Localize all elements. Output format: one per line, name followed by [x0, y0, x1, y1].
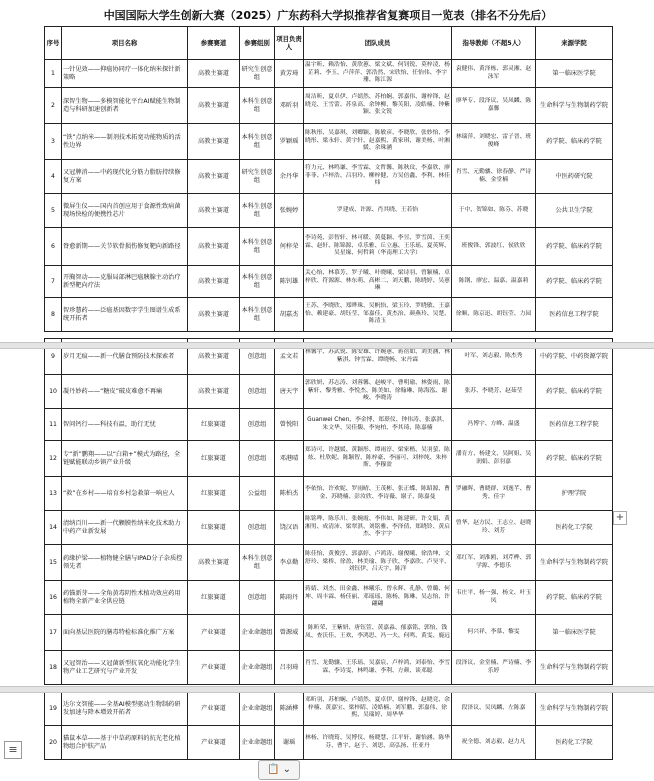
- project-name-cell: 又冠智治——又冠菌新型抗氧化功能化学生物产业工艺研究与产业开发: [62, 651, 188, 685]
- team-members-cell: 邓昕羽、苏柏娴、卢婧然、夏卓伊、谢梓锋、赵晓竞、余梓楠、黄嘉宝、梁梓睛、凌皓楠、刘军鹏、郭嘉伟、徐熙、吴瑞婷、周华华: [304, 692, 452, 726]
- leader-cell: 黄芳琦: [275, 60, 304, 88]
- add-row-icon[interactable]: +: [613, 511, 627, 525]
- table-row: [45, 726, 613, 760]
- table-row: [45, 692, 613, 726]
- header-cell: 指导教师（不超5人）: [452, 27, 536, 60]
- advisors-cell: 陈钢、廖宏、温嘉、温嘉莉: [452, 266, 536, 298]
- team-members-cell: 肖雪、龙勤骧、王乐瑶、吴嘉宸、卢梓鸿、刘泰怡、李雪霖、李诗雯、林鸣谦、李利、方颜、谈邓聪: [304, 651, 452, 685]
- college-cell: 生命科学与生物制药学院: [536, 651, 613, 685]
- table-row: [45, 511, 613, 545]
- group-cell: 创意组: [240, 511, 275, 545]
- header-cell: 项目负责人: [275, 27, 304, 60]
- row-number-cell: 20: [45, 726, 62, 760]
- track-cell: 产业赛道: [188, 651, 240, 685]
- leader-cell: 孟文若: [275, 339, 304, 375]
- track-cell: 高教主赛道: [188, 228, 240, 266]
- group-cell: 创意组: [240, 375, 275, 409]
- row-number-cell: 5: [45, 194, 62, 228]
- project-name-cell: 脊愈新期——关节软骨损伤修复靶向新路径: [62, 228, 188, 266]
- track-cell: 产业赛道: [188, 692, 240, 726]
- header-cell: 序号: [45, 27, 62, 60]
- table-row: [45, 298, 613, 332]
- table-row: [45, 60, 613, 88]
- advisors-cell: 邓红军、刘淮鸥、刘芹桦、郭学源、李德乐: [452, 545, 536, 581]
- advisors-cell: 段泽议、吴凤麟、左陈嘉: [452, 692, 536, 726]
- college-cell: 生命科学与生物制药学院: [536, 545, 613, 581]
- advisors-cell: 廖华专、段泽议、吴凤麟、陈嘉馨: [452, 88, 536, 124]
- project-name-cell: 智问钙行——科技有温，助行无忧: [62, 409, 188, 441]
- team-members-cell: 郑诗可、许越媛、黄颖彤、谭雨淳、梁家楷、吴羽萤、陈炫、杜欣妮、陈颖智、陈梓豪、李丽可、刘梓纯、朱梓斯、李穆盈: [304, 441, 452, 477]
- row-number-cell: 16: [45, 581, 62, 615]
- leader-cell: 饶汉语: [275, 511, 304, 545]
- leader-cell: 吕羽琦: [275, 651, 304, 685]
- row-number-cell: 7: [45, 266, 62, 298]
- paste-options-button[interactable]: 📋 ⌄: [258, 760, 300, 780]
- advisors-cell: 徐顺、陈京迅、胡钰莹、力园: [452, 298, 536, 332]
- track-cell: 高教主赛道: [188, 194, 240, 228]
- page-break: [0, 342, 654, 349]
- group-cell: 企业命题组: [240, 692, 275, 726]
- group-cell: 本科生创意组: [240, 266, 275, 298]
- header-cell: 团队成员: [304, 27, 452, 60]
- table-row: [45, 194, 613, 228]
- advisors-cell: 袁健伟、黄泽栋、郭灵湘、赵泳军: [452, 60, 536, 88]
- group-cell: 创意组: [240, 339, 275, 375]
- college-cell: 医药信息工程学院: [536, 298, 613, 332]
- project-name-cell: 又冠脾消——中药现代化分筋力脂肪持续修复方案: [62, 160, 188, 194]
- row-number-cell: 2: [45, 88, 62, 124]
- team-members-cell: 蒋婧、刘杰、田金鑫、林曦乐、曾永辉、孔静、曾璐、何坤、周丰霖、杨佳丽、邓瑶瑶、陈杨、陈琳、吴志怡、许翩翩: [304, 581, 452, 615]
- college-cell: 生命科学与生物制药学院: [536, 692, 613, 726]
- project-name-cell: 专“新”鹏翔——以“白箱+”模式为路径，全链赋能联动乡镇产业升级: [62, 441, 188, 477]
- project-name-cell: 凝丹妙药——“糖皮”破皮难愈不再痛: [62, 375, 188, 409]
- team-members-cell: 罗建成、许源、肖其晓、王若怡: [304, 194, 452, 228]
- college-cell: 第一临床医学院: [536, 60, 613, 88]
- header-cell: 参赛赛道: [188, 27, 240, 60]
- team-members-cell: 陈铭哗、陈乐川、张婉霞、李伟如、陈建研、许文娟、黄湘男、成清沛、梁翠淇、刘铭雅、李泽倩、郑晓铃、黄启杰、李宇宇: [304, 511, 452, 545]
- row-number-cell: 4: [45, 160, 62, 194]
- college-cell: 药学院、临床药学院: [536, 441, 613, 477]
- advisors-cell: 韦庄平、杨一强、杨文、叶玉凤: [452, 581, 536, 615]
- team-members-cell: 温宇昕、赖浩怡、黄欣蕙、梁文斌、何钊锐、莫梓凌、杨芷莉、李玉、卢萍萍、郭浩然、宋欣怡、任怡伟、李宇珊、陈江源: [304, 60, 452, 88]
- advisors-cell: 叶军、刘志毅、陈杰秀: [452, 339, 536, 375]
- table-row: [45, 375, 613, 409]
- group-cell: 公益组: [240, 477, 275, 511]
- group-cell: 企业命题组: [240, 615, 275, 651]
- team-members-cell: 周洁昕、夏卓伊、卢婧然、苏柏娴、郭嘉伟、谢梓锋、赵晓竞、王雪蕾、苏泉高、余钟柳、黎芙阳、凌皓楠、钟紫颖、张文锐: [304, 88, 452, 124]
- header-cell: 来源学院: [536, 27, 613, 60]
- group-cell: 研究生创意组: [240, 60, 275, 88]
- leader-cell: 罗颖瑶: [275, 124, 304, 160]
- leader-cell: 陈钊雄: [275, 266, 304, 298]
- row-number-cell: 6: [45, 228, 62, 266]
- leader-cell: 张婉婷: [275, 194, 304, 228]
- leader-cell: 李卓勤: [275, 545, 304, 581]
- project-name-cell: 微屏生仪——国内首创应用于食源性致病菌现场快检的便携性芯片: [62, 194, 188, 228]
- team-members-cell: 林杨、许晓筠、吴博仪、杨晓慧、江平轩、谢怡涵、陈华芬、曹宇、赵于、刘思、高弘扬、任亚丹: [304, 726, 452, 760]
- advisors-cell: 张苏、李晓芳、赵茹莹: [452, 375, 536, 409]
- track-cell: 产业赛道: [188, 615, 240, 651]
- row-number-cell: 13: [45, 477, 62, 511]
- group-cell: 创意组: [240, 409, 275, 441]
- page-title: 中国国际大学生创新大赛（2025）广东药科大学拟推荐省复赛项目一览表（排名不分先后）: [103, 9, 553, 22]
- row-number-cell: 18: [45, 651, 62, 685]
- row-number-cell: 17: [45, 615, 62, 651]
- college-cell: 中药学院、中药资源学院: [536, 339, 613, 375]
- header-cell: 参赛组别: [240, 27, 275, 60]
- track-cell: 高教主赛道: [188, 60, 240, 88]
- project-name-cell: 猫鼠本草——基于中草药原料的抗光老化植物组合护肤产品: [62, 726, 188, 760]
- group-cell: 本科生创意组: [240, 228, 275, 266]
- leader-cell: 陈柏杰: [275, 477, 304, 511]
- track-cell: 高教主赛道: [188, 375, 240, 409]
- group-cell: 创意组: [240, 581, 275, 615]
- row-number-cell: 12: [45, 441, 62, 477]
- table-row: [45, 581, 613, 615]
- track-cell: 高教主赛道: [188, 88, 240, 124]
- team-members-cell: 陈佳怡、黄俊淳、郭嘉婷、卢鸿涛、谢俊曦、徐浩坤、文舒玲、梁桥、徐盈、林美瑜、陈子欣、李嘉欣、卢昊平、刘钰伊、吕天宇、陈洋: [304, 545, 452, 581]
- college-cell: 药学院、临床药学院: [536, 581, 613, 615]
- college-cell: 公共卫生学院: [536, 194, 613, 228]
- row-number-cell: 19: [45, 692, 62, 726]
- track-cell: 红旅赛道: [188, 581, 240, 615]
- advisors-cell: 祝全德、刘志毅、赵力凡: [452, 726, 536, 760]
- row-number-cell: 15: [45, 545, 62, 581]
- row-number-cell: 3: [45, 124, 62, 160]
- project-name-cell: 面向基层医院的膳毒特检标准化推广方案: [62, 615, 188, 651]
- page-gap: [45, 332, 613, 339]
- group-cell: 企业命题组: [240, 726, 275, 760]
- table-row: [45, 266, 613, 298]
- page-break: [0, 686, 654, 693]
- group-cell: 研究生创意组: [240, 160, 275, 194]
- table-header-row: [45, 27, 613, 60]
- leader-cell: 邓港晴: [275, 441, 304, 477]
- advisors-cell: 肖雪、元勤骧、徐春静、严诗楠、金堂楠: [452, 160, 536, 194]
- project-name-cell: 一针见效——抑癌协同疗一体化纳米探针新策略: [62, 60, 188, 88]
- project-name-cell: 药锚新芽——全角黄毒阴性术植功效应药用植物全新产业全供应链: [62, 581, 188, 615]
- row-number-cell: 11: [45, 409, 62, 441]
- project-name-cell: “铁”点纳米——制剂技术拓宽功能物质的活性边界: [62, 124, 188, 160]
- track-cell: 红旅赛道: [188, 511, 240, 545]
- project-name-cell: “救”在乡村——培育乡村急救第一响应人: [62, 477, 188, 511]
- track-cell: 高教主赛道: [188, 266, 240, 298]
- group-cell: 创意组: [240, 441, 275, 477]
- college-cell: 药学院、临床药学院: [536, 228, 613, 266]
- team-members-cell: 李依怡、许欢妮、罗雨晴、王茂彬、张正蝶、陈昭源、曹金、苏晓楠、彭汝欣、李诗薇、谢子、陈嘉曼: [304, 477, 452, 511]
- advisors-cell: 曾华、赵方民、王志立、赵晓玲、刘芳: [452, 511, 536, 545]
- table-row: [45, 477, 613, 511]
- row-number-cell: 10: [45, 375, 62, 409]
- project-name-cell: 达尔文智能——全基AI模型驱动生物制药研发加速与降本增效开拓者: [62, 692, 188, 726]
- leader-cell: 曾源威: [275, 615, 304, 651]
- advisors-cell: 段泽议、金堂楠、严诗楠、李乐婷: [452, 651, 536, 685]
- table-row: [45, 409, 613, 441]
- document-page: [44, 6, 612, 760]
- team-members-cell: 郭欣妍、苏志涛、刘蓉馨、赵峻平、曹明瑜、林姿雨、陈紫轩、黎秀雅、李悦杰、陈美如、徐翰琳、陈海泓、谢峻、李晓涛: [304, 375, 452, 409]
- header-cell: 项目名称: [62, 27, 188, 60]
- advisors-cell: 林瑞萍、刘晓宏、雷子晋、班俊峰: [452, 124, 536, 160]
- leader-cell: 余丹华: [275, 160, 304, 194]
- table-row: [45, 615, 613, 651]
- row-number-cell: 8: [45, 298, 62, 332]
- leader-cell: 唐天宇: [275, 375, 304, 409]
- project-name-cell: 开胸智动——克服局部淋巴癌胰腺主动治疗新型靶向疗法: [62, 266, 188, 298]
- table-row: [45, 545, 613, 581]
- page-menu-icon[interactable]: ≡: [4, 741, 22, 759]
- table-row: [45, 228, 613, 266]
- group-cell: 本科生创意组: [240, 298, 275, 332]
- leader-cell: 陈涵桦: [275, 692, 304, 726]
- advisors-cell: 何兴祥、李慕、黎雯: [452, 615, 536, 651]
- table-row: [45, 160, 613, 194]
- team-members-cell: 李诗苑、彭智轩、林可暖、黄蔓颖、李昱、罗雪茵、王奕霖、赵轩、陈锦源、卓乐雅、丘立惠、王乐瑶、夏英辉、吴星缘、何哲莉（华南理工大学）: [304, 228, 452, 266]
- college-cell: 药学院、临床药学院: [536, 266, 613, 298]
- track-cell: 高教主赛道: [188, 545, 240, 581]
- college-cell: 药学院、临床药学院: [536, 124, 613, 160]
- leader-cell: 邓昕羽: [275, 88, 304, 124]
- leader-cell: 何梓荣: [275, 228, 304, 266]
- row-number-cell: 9: [45, 339, 62, 375]
- project-table: [44, 26, 613, 760]
- group-cell: 本科生创意组: [240, 88, 275, 124]
- project-name-cell: 清纳百川——新一代颗膜性纳米化技术助力中药产业新发展: [62, 511, 188, 545]
- group-cell: 本科生创意组: [240, 194, 275, 228]
- advisors-cell: 冯博宇、方峰、温盛: [452, 409, 536, 441]
- college-cell: 医药化工学院: [536, 726, 613, 760]
- project-name-cell: 药缘护梁——植物健全膳与IPAD分子杂质控领先者: [62, 545, 188, 581]
- track-cell: 高教主赛道: [188, 124, 240, 160]
- team-members-cell: 符力元、林鸣谦、李雪霖、文哲馨、陈秋玟、李嘉欣、廖菲菲、卢梓浩、吕羽玲、柳梓健、方吴倍鑫、李利、林佳炜: [304, 160, 452, 194]
- team-members-cell: 陈昕荣、王紫妍、唐钰萱、黄嘉淼、郁嘉铭、郭怡、钱凤、查沃佳、王欢、李鸿思、冯一夫、何鸣、黄雯、鹿远: [304, 615, 452, 651]
- college-cell: 医药信息工程学院: [536, 409, 613, 441]
- track-cell: 高教主赛道: [188, 339, 240, 375]
- leader-cell: 曾悦阳: [275, 409, 304, 441]
- track-cell: 高教主赛道: [188, 160, 240, 194]
- advisors-cell: 潘育方、杨建文、吴阿姐、吴润娟、彭羽嘉: [452, 441, 536, 477]
- table-row: [45, 441, 613, 477]
- college-cell: 护理学院: [536, 477, 613, 511]
- row-number-cell: 1: [45, 60, 62, 88]
- project-name-cell: 深智生物——多模智能化平台AI赋能生物制造与科研加速创新者: [62, 88, 188, 124]
- table-row: [45, 651, 613, 685]
- row-number-cell: 14: [45, 511, 62, 545]
- team-members-cell: 关心怡、林慕芳、罗子曦、叶晓曦、梁诗羽、曾颖楠、卓梓欣、符源源、林东萌、高彬二、刘天鹏、陈晓婷、吴蕙琳: [304, 266, 452, 298]
- team-members-cell: 陈秋彤、吴嘉琪、刘卿颖、陈敏彦、李晓欣、张妙怡、李晓彤、梁永轩、黄宇轩、赵嘉熙、黄家琪、谢美杨、叶湘媛、余珠涵: [304, 124, 452, 160]
- advisors-cell: 罗融晖、曹晓群、刘逸芊、曹秀、佳宇: [452, 477, 536, 511]
- table-row: [45, 88, 613, 124]
- group-cell: 本科生创意组: [240, 124, 275, 160]
- college-cell: 药学院、临床药学院: [536, 375, 613, 409]
- team-members-cell: Guanwei Chen、李金博、郑璟仪、钟伟涛、张嘉淇、朱文华、吴佳馥、李宛柏、李其琦、陈嘉楠: [304, 409, 452, 441]
- advisors-cell: 班俊锋、郭波红、侯欣欣: [452, 228, 536, 266]
- college-cell: 第一临床医学院: [536, 615, 613, 651]
- leader-cell: 陈雨丹: [275, 581, 304, 615]
- advisors-cell: 于中、贺锦如、陈芬、苏晓: [452, 194, 536, 228]
- team-members-cell: 林馨宇、苏武锐、陈安雄、许婉蕙、蒋蓓如、刘美涵、林紫淇、钟雪霖、谭晓畅、宋丹霖: [304, 339, 452, 375]
- college-cell: 医药化工学院: [536, 511, 613, 545]
- leader-cell: 胡嘉杰: [275, 298, 304, 332]
- college-cell: 中医药研究院: [536, 160, 613, 194]
- track-cell: 产业赛道: [188, 726, 240, 760]
- team-members-cell: 王苏、李晓欣、郑晔珠、吴帆怡、梁玉玲、罗晓敏、王嘉怡、赖建豪、胡钰莹、邹嘉佳、黄杰治、颜燕玲、吴楚、陈清玉: [304, 298, 452, 332]
- project-name-cell: 岁月无痕——新一代膳食预防技术探索者: [62, 339, 188, 375]
- track-cell: 红旅赛道: [188, 409, 240, 441]
- track-cell: 红旅赛道: [188, 477, 240, 511]
- leader-cell: 谢瑶: [275, 726, 304, 760]
- track-cell: 高教主赛道: [188, 298, 240, 332]
- track-cell: 红旅赛道: [188, 441, 240, 477]
- college-cell: 生命科学与生物制药学院: [536, 88, 613, 124]
- group-cell: 本科生创意组: [240, 545, 275, 581]
- table-row: [45, 124, 613, 160]
- group-cell: 企业命题组: [240, 651, 275, 685]
- project-name-cell: 智珍慧药——泛癌基因数字学生图谱生成系统开拓者: [62, 298, 188, 332]
